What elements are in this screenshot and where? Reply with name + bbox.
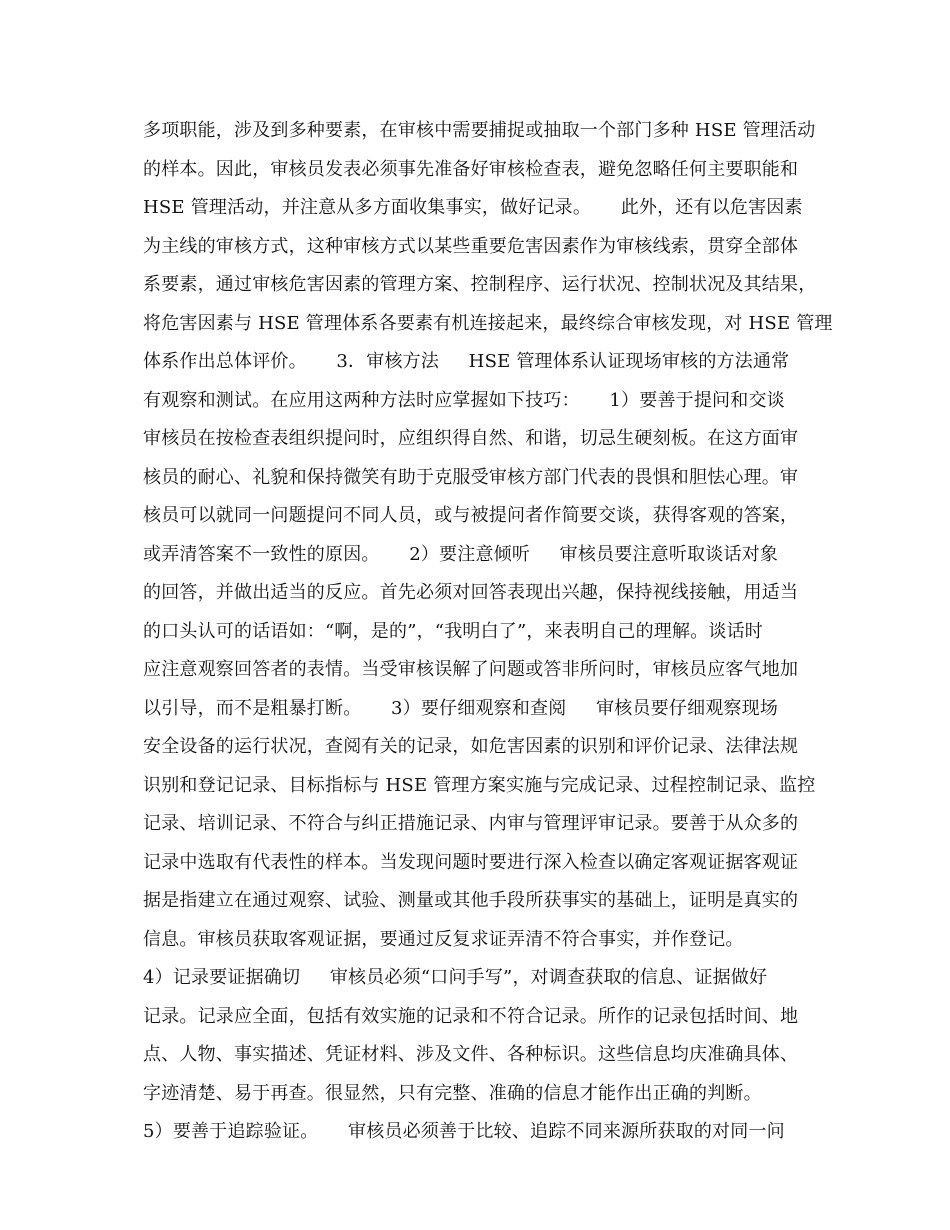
text-line: 安全设备的运行状况，查阅有关的记录，如危害因素的识别和评价记录、法律法规 [143,736,799,757]
text-line: 的回答，并做出适当的反应。首先必须对回答表现出兴趣，保持视线接触，用适当 [143,582,799,603]
text-line: 或弄清答案不一致性的原因。 2）要注意倾听 审核员要注意听取谈话对象 [143,543,779,565]
text-line: 识别和登记记录、目标指标与 HSE 管理方案实施与完成记录、过程控制记录、监控 [143,774,816,796]
text-line: 的样本。因此，审核员发表必须事先准备好审核检查表，避免忽略任何主要职能和 [143,158,799,180]
text-line: 系要素，通过审核危害因素的管理方案、控制程序、运行状况、控制状况及其结果， [143,274,817,295]
text-line: HSE 管理活动，并注意从多方面收集事实，做好记录。 此外，还有以危害因素 [143,197,803,218]
text-line: 多项职能，涉及到多种要素，在审核中需要捕捉或抽取一个部门多种 HSE 管理活动 [143,120,816,141]
text-line: 记录。记录应全面，包括有效实施的记录和不符合记录。所作的记录包括时间、地 [143,1005,799,1027]
text-line: 为主线的审核方式，这种审核方式以某些重要危害因素作为审核线索，贯穿全部体 [143,235,799,257]
text-line: 点、人物、事实描述、凭证材料、涉及文件、各种标识。这些信息均庆准确具体、 [143,1044,799,1065]
text-line: 记录中选取有代表性的样本。当发现问题时要进行深入检查以确定客观证据客观证 [143,851,799,873]
body-text [143,112,833,1152]
text-line: 有观察和测试。在应用这两种方法时应掌握如下技巧： 1）要善于提问和交谈 [143,389,785,411]
text-line: 5）要善于追踪验证。 审核员必须善于比较、追踪不同来源所获取的对同一问 [143,1121,785,1142]
text-line: 审核员在按检查表组织提问时，应组织得自然、和谐，切忌生硬刻板。在这方面审 [143,428,799,449]
text-line: 应注意观察回答者的表情。当受审核误解了问题或答非所问时，审核员应客气地加 [143,659,799,680]
text-line: 体系作出总体评价。 3．审核方法 HSE 管理体系认证现场审核的方法通常 [143,351,790,372]
text-line: 信息。审核员获取客观证据，要通过反复求证弄清不符合事实，并作登记。 [143,928,744,950]
text-line: 将危害因素与 HSE 管理体系各要素有机连接起来，最终综合审核发现，对 HSE 管理 [143,312,833,334]
text-line: 的口头认可的话语如：“啊，是的”，“我明白了”，来表明自己的理解。谈话时 [143,620,764,642]
text-line: 核员的耐心、礼貌和保持微笑有助于克服受审核方部门代表的畏惧和胆怯心理。审 [143,466,799,488]
text-line: 4）记录要证据确切 审核员必须“口问手写”，对调查获取的信息、证据做好 [143,967,768,988]
text-line: 字迹清楚、易于再查。很显然，只有完整、准确的信息才能作出正确的判断。 [143,1082,762,1104]
text-line: 以引导，而不是粗暴打断。 3）要仔细观察和查阅 审核员要仔细观察现场 [143,697,779,719]
text-line: 核员可以就同一问题提问不同人员，或与被提问者作简要交谈，获得客观的答案， [143,505,799,526]
text-line: 据是指建立在通过观察、试验、测量或其他手段所获事实的基础上，证明是真实的 [143,890,799,911]
text-line: 记录、培训记录、不符合与纠正措施记录、内审与管理评审记录。要善于从众多的 [143,813,799,834]
